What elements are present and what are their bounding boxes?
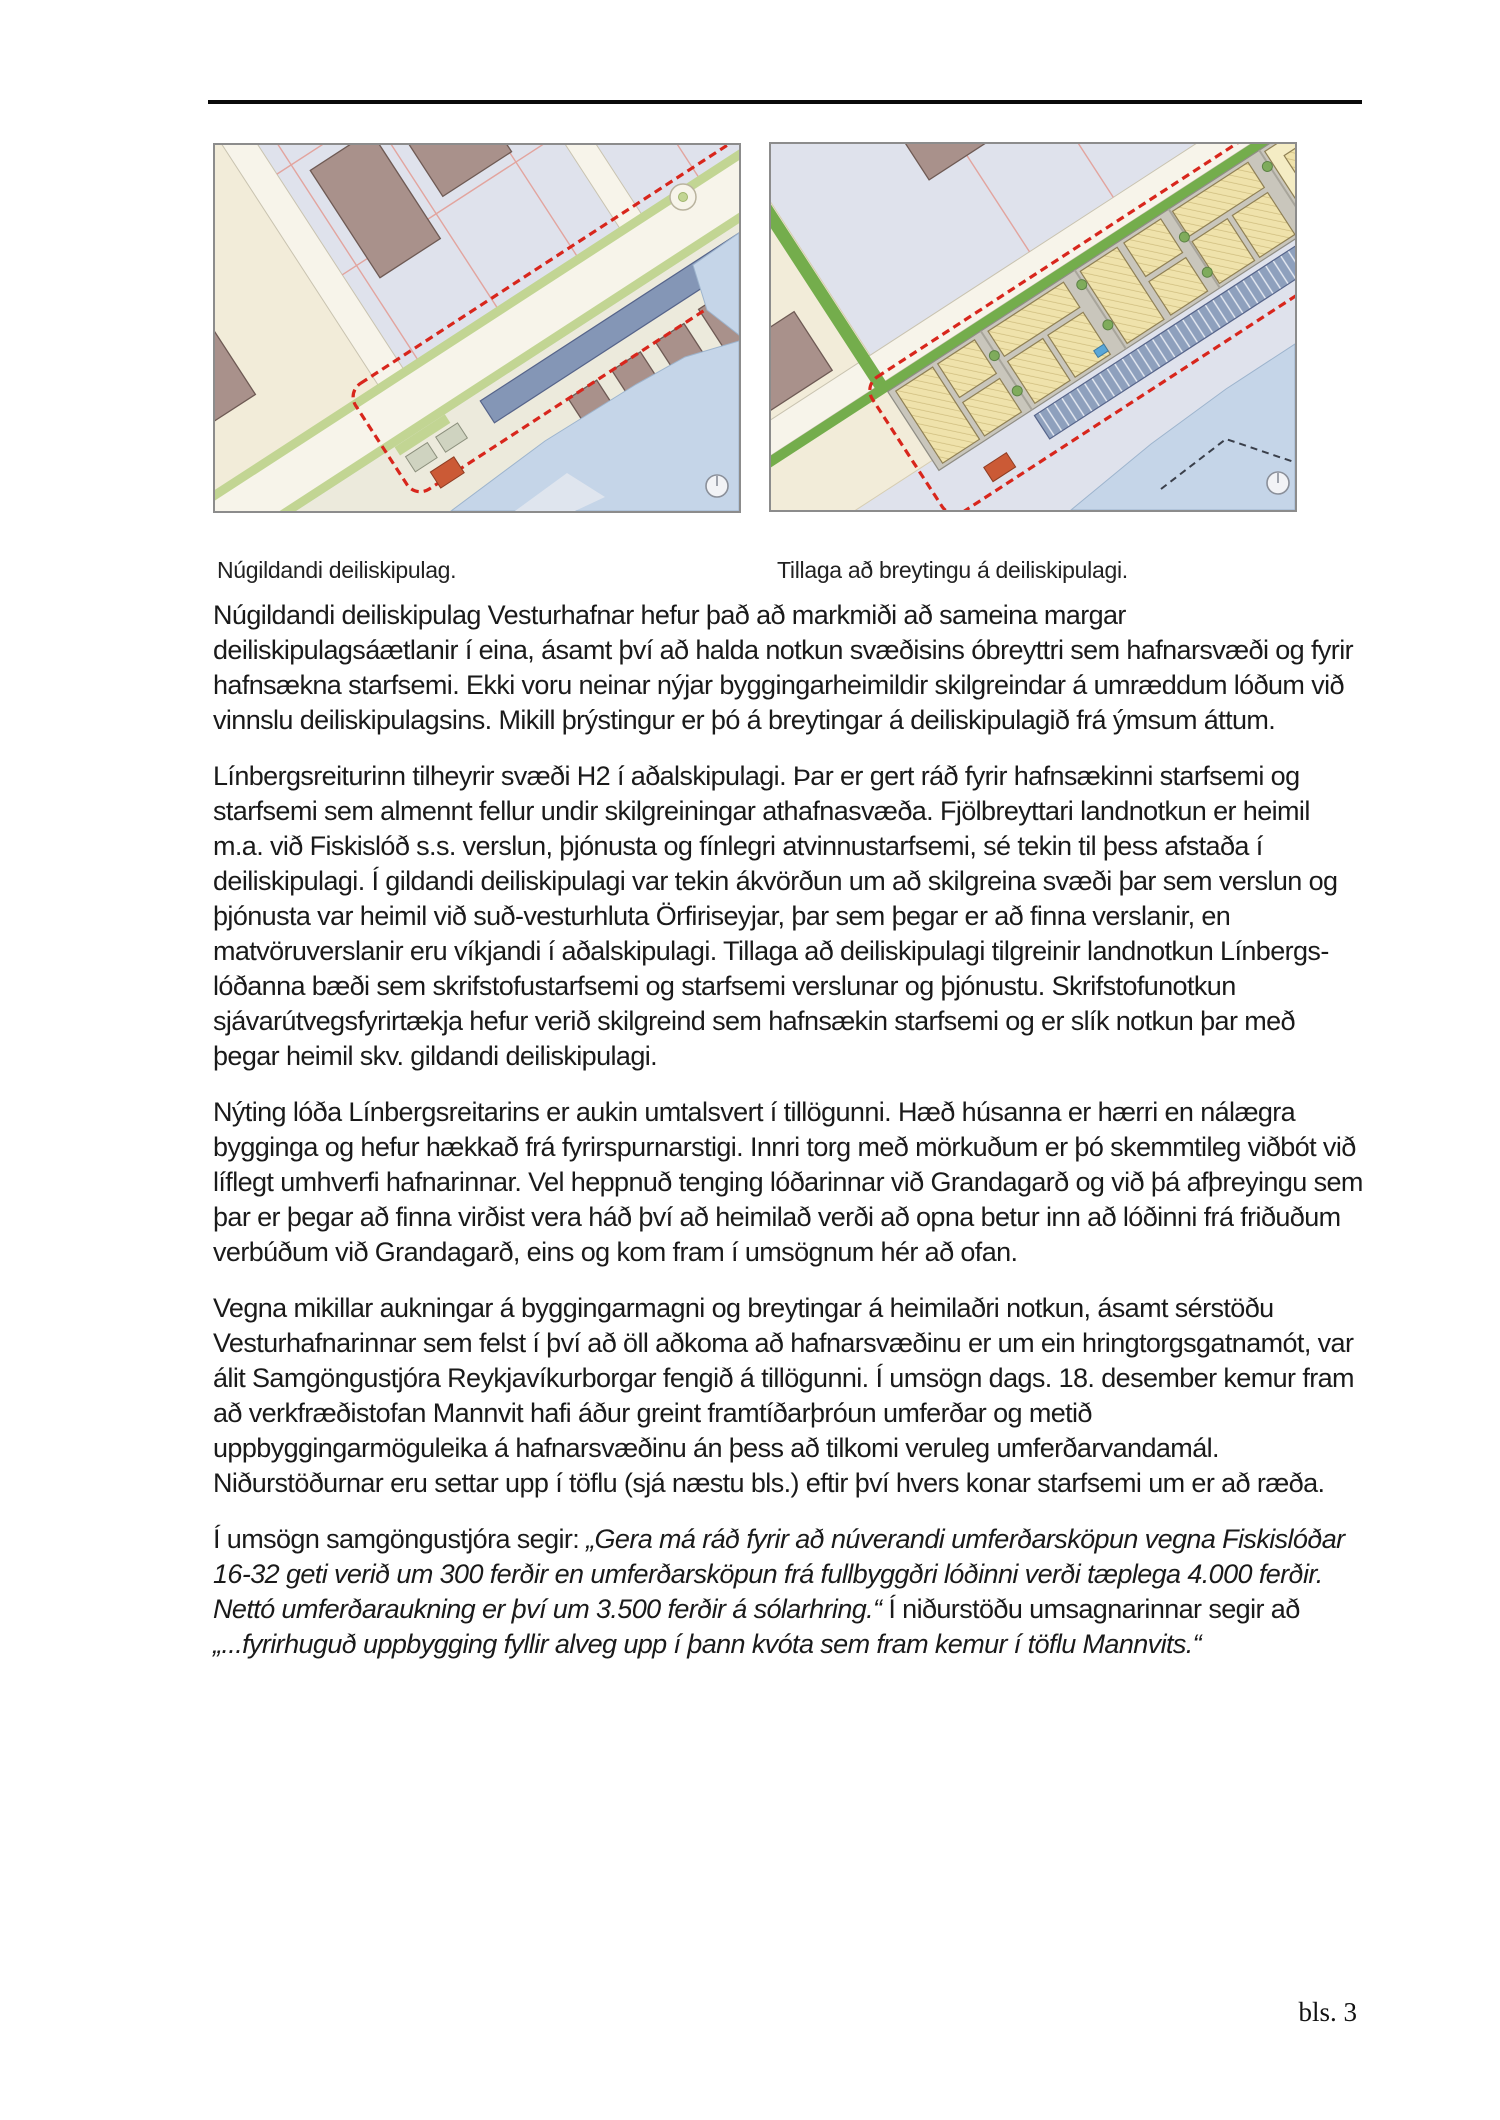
north-arrow-icon (706, 475, 728, 497)
proposed-plan-map-illustration (771, 144, 1295, 510)
page-number: bls. 3 (1298, 1997, 1357, 2027)
figure-caption-proposed: Tillaga að breytingu á deiliskipulagi. (777, 557, 1128, 583)
figure-proposed-plan (769, 142, 1297, 512)
body-paragraph-2: Línbergsreiturinn tilheyrir svæði H2 í aðalskipulagi. Þar er gert ráð fyrir hafnsækinni starfsemi og starfsemi sem almennt fellur undir skilgreiningar athafnasvæða. Fjölbreyttari landnotkun er heimil m.a. við Fiskislóð s.s. verslun, þjónusta og fínlegri atvinnustarfsemi, sé tekin til þess afstaða í deiliskipulagi. Í gildandi deiliskipulagi var tekin ákvörðun um að skilgreina svæði þar sem verslun og þjónusta var heimil við suð-vesturhluta Örfiriseyjar, þar sem þegar er að finna verslanir, en matvöruverslanir eru víkjandi í aðalskipulagi. Tillaga að deiliskipulagi tilgreinir landnotkun Línbergs-lóðanna bæði sem skrifstofustarfsemi og starfsemi verslunar og þjónustu. Skrifstofunotkun sjávarútvegsfyrirtækja hefur verið skilgreind sem hafnsækin starfsemi og er slík notkun þar með þegar heimil skv. gildandi deiliskipulagi. (213, 761, 1338, 1071)
body-text (213, 598, 1365, 1683)
north-arrow-icon (1267, 472, 1289, 494)
body-paragraph-3: Nýting lóða Línbergsreitarins er aukin umtalsvert í tillögunni. Hæð húsanna er hærri en nálægra bygginga og hefur hækkað frá fyrirspurnarstigi. Innri torg með mörkuðum er þó skemmtileg viðbót við líflegt umhverfi hafnarinnar. Vel heppnuð tenging lóðarinnar við Grandagarð og við þá afþreyingu sem þar er þegar að finna virðist vera háð því að heimilað verði að opna betur inn að lóðinni frá friðuðum verbúðum við Grandagarð, eins og kom fram í umsögnum hér að ofan. (213, 1097, 1363, 1267)
body-paragraph-4: Vegna mikillar aukningar á byggingarmagni og breytingar á heimilaðri notkun, ásamt sérstöðu Vesturhafnarinnar sem felst í því að öll aðkoma að hafnarsvæðinu er um ein hringtorgsgatnamót, var álit Samgöngustjóra Reykjavíkurborgar fengið á tillögunni. Í umsögn dags. 18. desember kemur fram að verkfræðistofan Mannvit hafi áður greint framtíðarþróun umferðar og metið uppbyggingarmöguleika á hafnarsvæðinu án þess að tilkomi veruleg umferðarvandamál. Niðurstöðurnar eru settar upp í töflu (sjá næstu bls.) eftir því hvers konar starfsemi um er að ræða. (213, 1293, 1354, 1498)
figure-current-plan (213, 143, 741, 513)
body-paragraph-1: Núgildandi deiliskipulag Vesturhafnar hefur það að markmiði að sameina margar deiliskipulagsáætlanir í eina, ásamt því að halda notkun svæðisins óbreyttri sem hafnarsvæði og fyrir hafnsækna starfsemi. Ekki voru neinar nýjar byggingarheimildir skilgreindar á umræddum lóðum við vinnslu deiliskipulagsins. Mikill þrýstingur er þó á breytingar á deiliskipulagið frá ýmsum áttum. (213, 600, 1353, 735)
body-paragraph-5: Í umsögn samgöngustjóra segir: „Gera má ráð fyrir að núverandi umferðarsköpun vegna Fiskislóðar 16-32 geti verið um 300 ferðir en umferðarsköpun frá fullbyggðri lóðinni verði tæplega 4.000 ferðir. Nettó umferðaraukning er því um 3.500 ferðir á sólarhring.“ Í niðurstöðu umsagnarinnar segir að „...fyrirhuguð uppbygging fyllir alveg upp í þann kvóta sem fram kemur í töflu Mannvits.“ (213, 1524, 1345, 1659)
current-plan-map-illustration (215, 145, 739, 511)
header-rule (208, 100, 1362, 104)
figure-caption-current: Núgildandi deiliskipulag. (217, 557, 457, 583)
